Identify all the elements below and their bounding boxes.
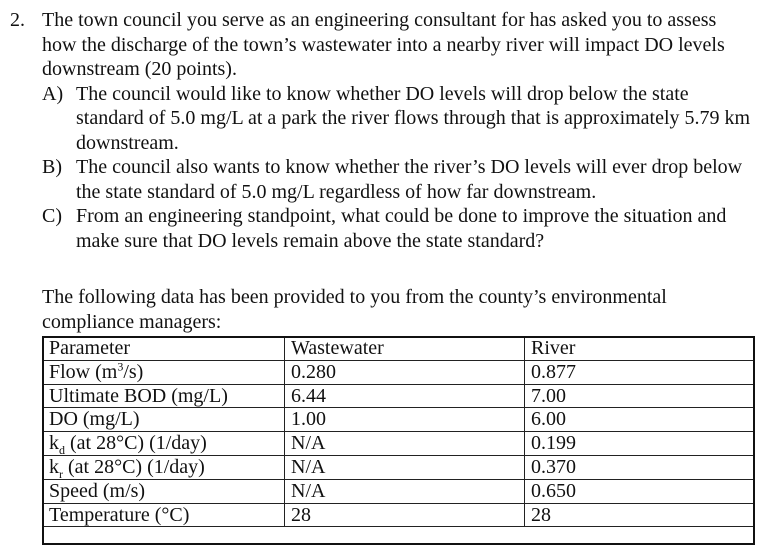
param-cell	[43, 360, 285, 384]
river-value: 0.370	[525, 455, 755, 479]
question-part-c	[42, 204, 755, 253]
param-cell	[43, 503, 285, 527]
param-name-suffix: /s)	[123, 360, 144, 383]
wastewater-value: N/A	[285, 479, 525, 503]
river-value: 0.650	[525, 479, 755, 503]
question-parts	[42, 82, 755, 254]
part-text: The council also wants to know whether the river’s DO levels will ever drop below the state standard of 5.0 mg/L regardless of how far downstream.	[76, 156, 743, 203]
table-row	[43, 408, 755, 432]
question-part-b	[42, 155, 755, 204]
param-subscript: r	[59, 466, 63, 481]
river-value: 0.199	[525, 432, 755, 456]
param-name: k	[49, 455, 59, 478]
wastewater-value: 1.00	[285, 408, 525, 432]
param-cell	[43, 432, 285, 456]
param-name: k	[49, 432, 59, 455]
param-superscript: 3	[117, 359, 124, 374]
part-label: A)	[42, 82, 64, 105]
param-name-suffix: (at 28°C) (1/day)	[65, 432, 207, 455]
param-name: Flow (m	[49, 360, 118, 383]
table-row	[43, 360, 755, 384]
param-cell	[43, 384, 285, 408]
parameters-table	[42, 336, 755, 527]
question-number: 2.	[10, 9, 25, 31]
param-name: DO (mg/L)	[49, 408, 140, 431]
table-header-row	[43, 337, 755, 361]
wastewater-value: N/A	[285, 432, 525, 456]
river-value: 6.00	[525, 408, 755, 432]
part-label: C)	[42, 205, 62, 227]
wastewater-value: 6.44	[285, 384, 525, 408]
param-name: Speed (m/s)	[49, 479, 146, 502]
wastewater-value: 28	[285, 503, 525, 527]
table-row	[43, 432, 755, 456]
param-name: Temperature (°C)	[49, 503, 190, 526]
question-block	[10, 8, 755, 253]
param-name: Ultimate BOD (mg/L)	[49, 384, 228, 407]
param-name-suffix: (at 28°C) (1/day)	[63, 455, 205, 478]
question-part-a	[42, 82, 755, 156]
param-cell	[43, 408, 285, 432]
data-intro-text: The following data has been provided to you from the county’s environmental compliance managers:	[42, 286, 667, 333]
river-value: 28	[525, 503, 755, 527]
header-parameter: Parameter	[43, 337, 285, 361]
table-row	[43, 503, 755, 527]
river-value: 7.00	[525, 384, 755, 408]
table-row	[43, 455, 755, 479]
param-cell	[43, 479, 285, 503]
header-wastewater: Wastewater	[285, 337, 525, 361]
river-value: 0.877	[525, 360, 755, 384]
wastewater-value: 0.280	[285, 360, 525, 384]
part-text: From an engineering standpoint, what could be done to improve the situation and make sure that DO levels remain above the state standard?	[76, 205, 727, 252]
param-subscript: d	[59, 443, 65, 458]
table-row	[43, 479, 755, 503]
part-label: B)	[42, 156, 62, 178]
header-river: River	[525, 337, 755, 361]
part-text: The council would like to know whether DO levels will drop below the state standard of 5.0 mg/L at a park the river flows through that is approximately 5.79 km downstream.	[76, 82, 751, 154]
table-row	[43, 384, 755, 408]
param-cell	[43, 455, 285, 479]
wastewater-value: N/A	[285, 455, 525, 479]
question-text: The town council you serve as an engineering consultant for has asked you to assess how the discharge of the town’s wastewater into a nearby river will impact DO levels downstream (20 points).	[42, 9, 725, 80]
